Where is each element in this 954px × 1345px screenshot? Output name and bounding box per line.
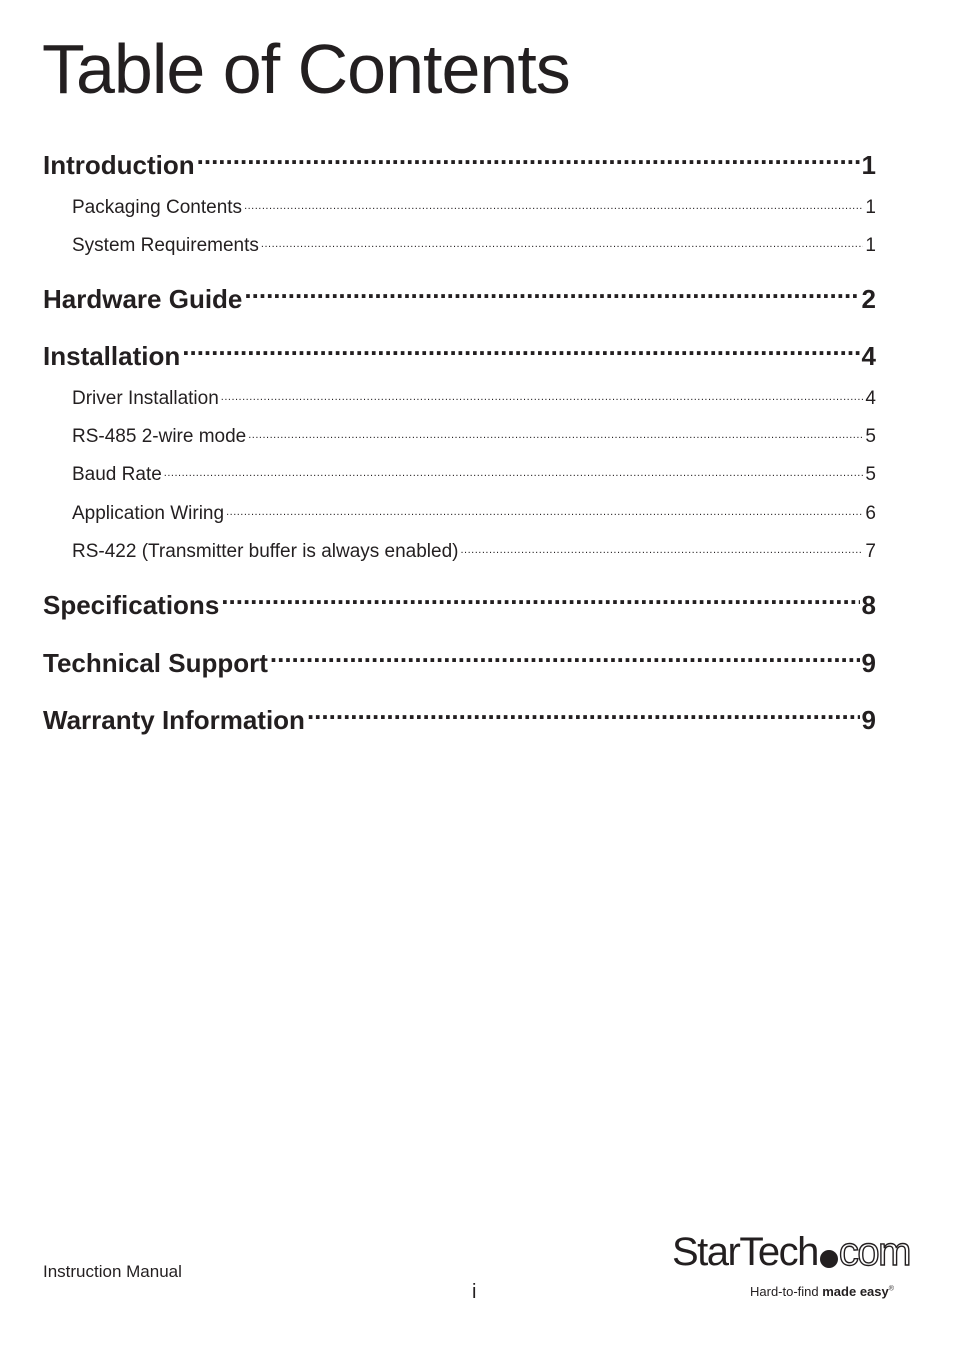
toc-entry-label: Application Wiring (72, 503, 225, 524)
toc-entry-rs485-2wire-mode[interactable] (43, 423, 876, 447)
toc-leader-dots (221, 588, 859, 614)
toc-entry-label: Packaging Contents (72, 197, 243, 218)
logo-tagline-regular: Hard-to-find (750, 1284, 823, 1299)
toc-leader-dots (307, 703, 860, 729)
toc-entry-application-wiring[interactable] (43, 500, 876, 524)
toc-entry-driver-installation[interactable] (43, 385, 876, 409)
logo-tagline-bold: made easy (822, 1284, 889, 1299)
toc-entry-page: 9 (861, 705, 876, 735)
logo-wordmark (672, 1232, 910, 1272)
toc-entry-page: 1 (861, 150, 876, 180)
logo-brand-start: StarTech (672, 1230, 818, 1274)
toc-leader-dots (221, 385, 864, 404)
toc-entry-packaging-contents[interactable] (43, 194, 876, 218)
logo-trademark: ® (888, 1285, 894, 1293)
toc-entry-introduction[interactable] (43, 148, 876, 180)
logo-brand-end: com (838, 1230, 910, 1274)
toc-leader-dots (164, 461, 864, 480)
toc-entry-page: 4 (865, 388, 876, 409)
toc-leader-dots (244, 282, 859, 308)
toc-entry-page: 1 (865, 235, 876, 256)
logo-tagline (750, 1284, 894, 1299)
toc-entry-page: 7 (865, 541, 876, 562)
page-title: Table of Contents (42, 30, 570, 108)
toc-leader-dots (461, 538, 864, 557)
footer-page-number: i (472, 1281, 477, 1303)
toc-entry-label: Warranty Information (43, 705, 305, 735)
startech-logo (672, 1232, 912, 1302)
toc-leader-dots (248, 423, 863, 442)
toc-entry-technical-support[interactable] (43, 646, 876, 678)
logo-dot-icon (820, 1250, 838, 1268)
toc-entry-label: Hardware Guide (43, 284, 243, 314)
toc-entry-label: Baud Rate (72, 464, 162, 485)
toc-leader-dots (182, 339, 859, 365)
toc-entry-page: 4 (861, 341, 876, 371)
toc-entry-page: 5 (865, 426, 876, 447)
toc-entry-page: 5 (865, 464, 876, 485)
toc-entry-system-requirements[interactable] (43, 232, 876, 256)
toc-entry-specifications[interactable] (43, 588, 876, 620)
toc-entry-warranty-information[interactable] (43, 703, 876, 735)
toc-entry-page: 1 (865, 197, 876, 218)
toc-leader-dots (226, 500, 863, 519)
toc-entry-page: 8 (861, 590, 876, 620)
toc-leader-dots (197, 148, 860, 174)
toc-entry-label: Driver Installation (72, 388, 219, 409)
toc-entry-label: Installation (43, 341, 181, 371)
toc-leader-dots (270, 646, 860, 672)
toc-entry-label: Technical Support (43, 648, 268, 678)
toc-entry-baud-rate[interactable] (43, 461, 876, 485)
toc-entry-page: 2 (861, 284, 876, 314)
toc-entry-label: System Requirements (72, 235, 259, 256)
toc-entry-installation[interactable] (43, 339, 876, 371)
toc-entry-label: RS-485 2-wire mode (72, 426, 247, 447)
toc-entry-hardware-guide[interactable] (43, 282, 876, 314)
toc-entry-label: Introduction (43, 150, 195, 180)
toc-entry-page: 9 (861, 648, 876, 678)
toc-leader-dots (244, 194, 863, 213)
toc-entry-label: Specifications (43, 590, 220, 620)
toc-entry-label: RS-422 (Transmitter buffer is always enabled) (72, 541, 459, 562)
toc-entry-rs422[interactable] (43, 538, 876, 562)
footer-document-type: Instruction Manual (43, 1262, 182, 1281)
toc-leader-dots (261, 232, 864, 251)
toc-entry-page: 6 (865, 503, 876, 524)
